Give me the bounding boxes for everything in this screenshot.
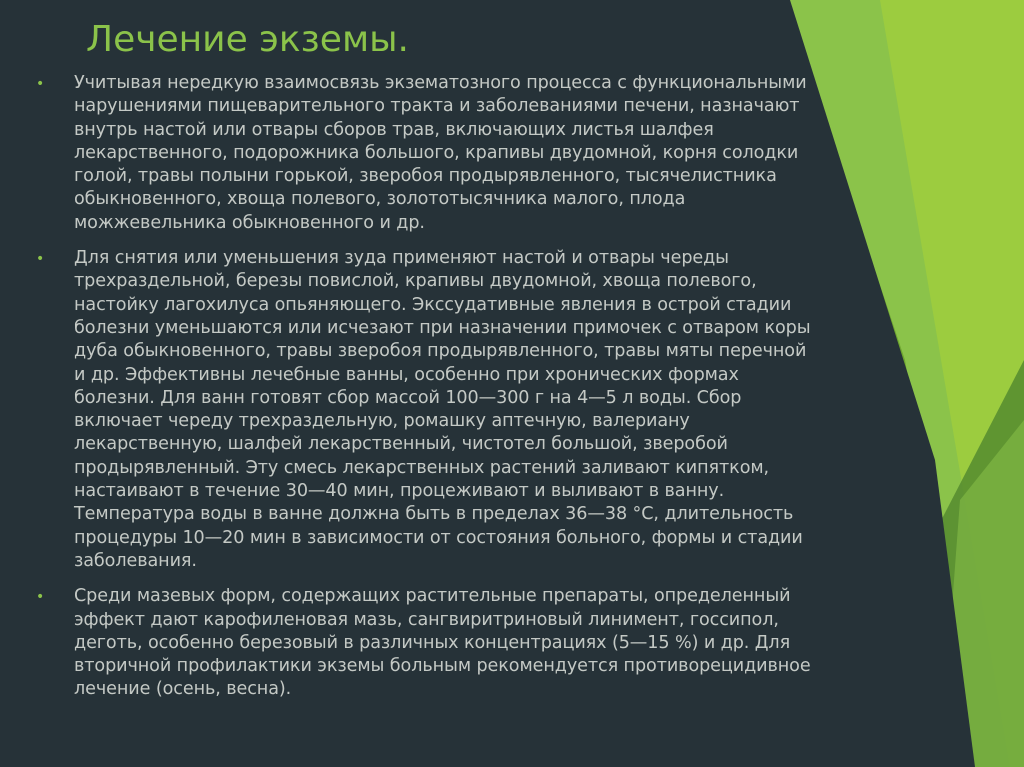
- bullet-list: [36, 72, 976, 714]
- bullet-item: [36, 585, 976, 701]
- bullet-item: [36, 72, 976, 235]
- slide-title: Лечение экземы.: [86, 19, 409, 60]
- bullet-dot-icon: •: [36, 251, 45, 268]
- bullet-text-herbal-infusions: Учитывая нередкую взаимосвязь экзематозного процесса с функциональными нарушениями пищеварительного тракта и заболеваниями печени, назначают внутрь настой или отвары сборов трав, включающих листья шалфея лекарственного, подорожника большого, крапивы двудомной, корня солодки голой, травы полыни горькой, зверобоя продырявленного, тысячелистника обыкновенного, хвоща полевого, золототысячника малого, плода можжевельника обыкновенного и др.: [74, 73, 807, 233]
- bullet-dot-icon: •: [36, 589, 45, 606]
- bullet-item: [36, 247, 976, 573]
- bullet-dot-icon: •: [36, 76, 45, 92]
- bullet-text-ointments-prevention: Среди мазевых форм, содержащих растительные препараты, определенный эффект дают карофиленовая мазь, сангвиритриновый линимент, госсипол, деготь, особенно березовый в различных концентрациях (5—15 %) и др. Для вторичной профилактики экземы больным рекомендуется противорецидивное лечение (осень, весна).: [74, 586, 811, 700]
- bullet-text-itch-relief-baths: Для снятия или уменьшения зуда применяют настой и отвары череды трехраздельной, березы повислой, крапивы двудомной, хвоща полевого, настойку лагохилуса опьяняющего. Экссудативные явления в острой стадии болезни уменьшаются или исчезают при назначении примочек с отваром коры дуба обыкновенного, травы зверобоя продырявленного, травы мяты перечной и др. Эффективны лечебные ванны, особенно при хронических формах болезни. Для ванн готовят сбор массой 100—300 г на 4—5 л воды. Сбор включает череду трехраздельную, ромашку аптечную, валериану лекарственную, шалфей лекарственный, чистотел большой, зверобой продырявленный. Эту смесь лекарственных растений заливают кипятком, настаивают в течение 30—40 мин, процеживают и выливают в ванну. Температура воды в ванне должна быть в пределах 36—38 °С, длительность процедуры 10—20 мин в зависимости от состояния больного, формы и стадии заболевания.: [74, 248, 811, 571]
